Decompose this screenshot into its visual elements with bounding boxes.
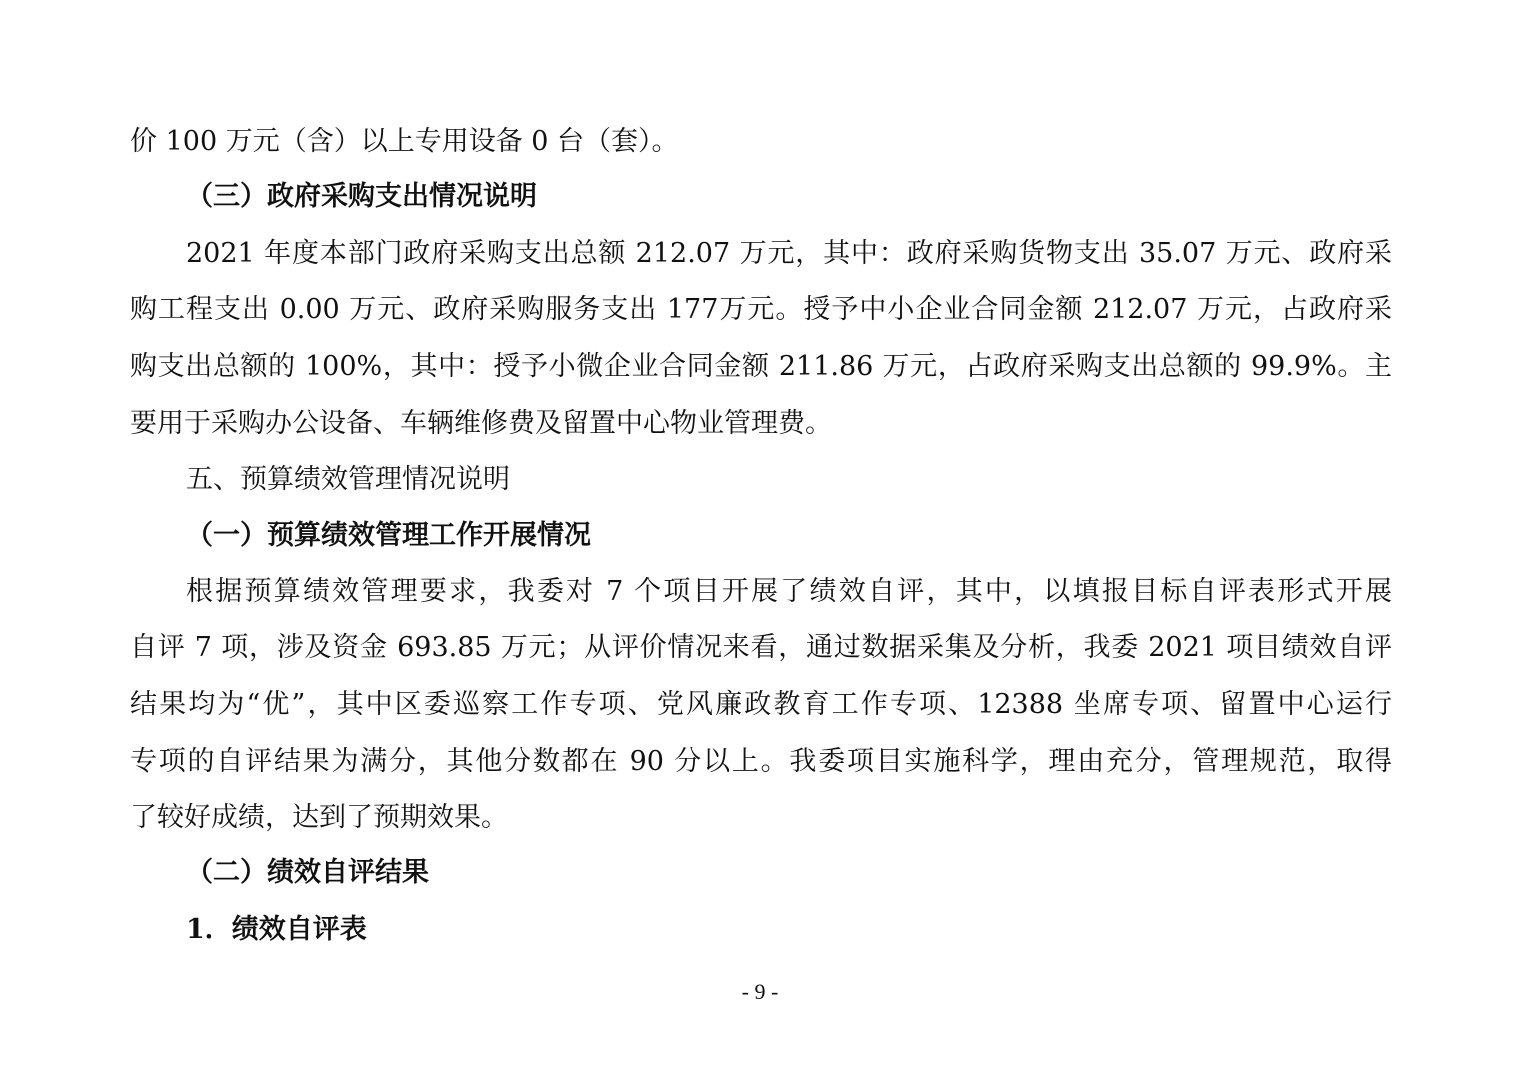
paragraph-line-equipment-end: 价 100 万元（含）以上专用设备 0 台（套）。 (130, 126, 679, 157)
paragraph-line-performance-1: 根据预算绩效管理要求，我委对 7 个项目开展了绩效自评，其中，以填报目标自评表形式开展 (186, 576, 1392, 607)
heading-performance-work: （一）预算绩效管理工作开展情况 (186, 520, 591, 551)
paragraph-line-performance-4: 专项的自评结果为满分，其他分数都在 90 分以上。我委项目实施科学，理由充分，管理规范，取得 (130, 746, 1392, 777)
heading-self-evaluation-results: （二）绩效自评结果 (186, 857, 429, 888)
paragraph-line-performance-3: 结果均为“优”，其中区委巡察工作专项、党风廉政教育工作专项、12388 坐席专项、留置中心运行 (130, 689, 1392, 720)
page-number: - 9 - (741, 979, 779, 1004)
paragraph-line-procurement-1: 2021 年度本部门政府采购支出总额 212.07 万元，其中：政府采购货物支出 35.07 万元、政府采 (186, 238, 1392, 269)
paragraph-line-performance-2: 自评 7 项，涉及资金 693.85 万元；从评价情况来看，通过数据采集及分析，我委 2021 项目绩效自评 (130, 632, 1392, 663)
paragraph-line-procurement-4: 要用于采购办公设备、车辆维修费及留置中心物业管理费。 (130, 408, 832, 439)
paragraph-line-procurement-3: 购支出总额的 100%，其中：授予小微企业合同金额 211.86 万元，占政府采购支出总额的 99.9%。主 (130, 351, 1392, 382)
heading-self-evaluation-table: 1．绩效自评表 (186, 914, 367, 945)
paragraph-line-performance-5: 了较好成绩，达到了预期效果。 (130, 802, 508, 833)
paragraph-line-procurement-2: 购工程支出 0.00 万元、政府采购服务支出 177万元。授予中小企业合同金额 212.07 万元，占政府采 (130, 294, 1392, 325)
heading-section-five: 五、预算绩效管理情况说明 (186, 464, 510, 495)
heading-procurement: （三）政府采购支出情况说明 (186, 181, 537, 212)
